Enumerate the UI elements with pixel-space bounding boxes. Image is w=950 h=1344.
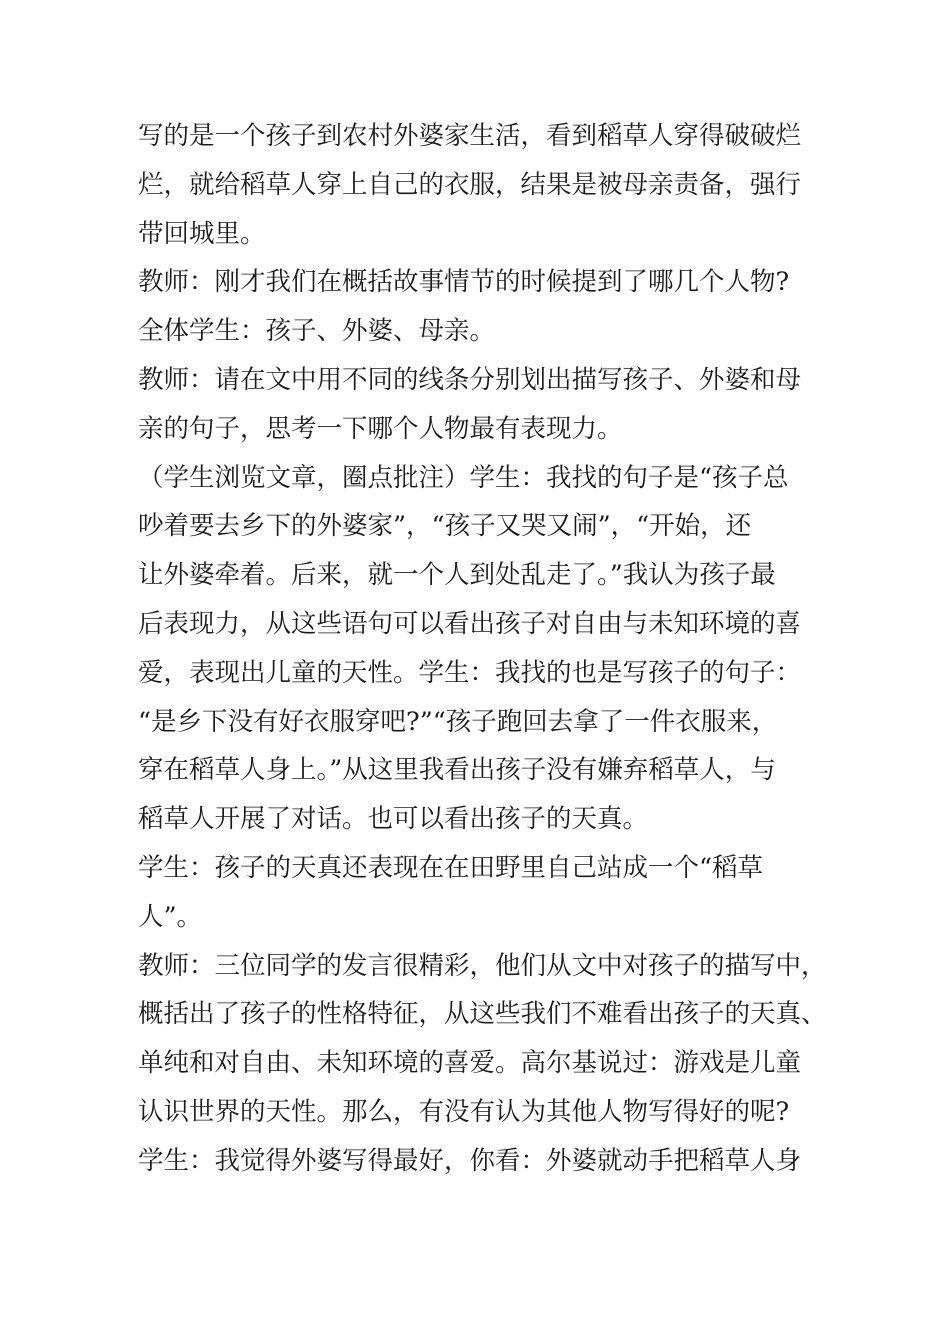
- text-line: 概括出了孩子的性格特征，从这些我们不难看出孩子的天真、: [138, 999, 827, 1030]
- text-line: （学生浏览文章，圈点批注）学生：我找的句子是“孩子总: [138, 462, 789, 493]
- text-line: 写的是一个孩子到农村外婆家生活，看到稻草人穿得破破烂: [138, 121, 802, 151]
- text-line: 烂，就给稻草人穿上自己的衣服，结果是被母亲责备，强行: [138, 169, 802, 200]
- text-line: 学生：孩子的天真还表现在在田野里自己站成一个“稻草: [138, 852, 764, 883]
- text-line: 教师：三位同学的发言很精彩，他们从文中对孩子的描写中，: [138, 950, 827, 981]
- text-line: 教师：请在文中用不同的线条分别划出描写孩子、外婆和母: [138, 364, 802, 395]
- text-line: 认识世界的天性。那么，有没有认为其他人物写得好的呢?: [138, 1096, 790, 1127]
- text-line: 单纯和对自由、未知环境的喜爱。高尔基说过：游戏是儿童: [138, 1048, 802, 1079]
- text-line: 穿在稻草人身上。”从这里我看出孩子没有嫌弃稻草人，与: [138, 755, 776, 786]
- text-line: “是乡下没有好衣服穿吧?”“孩子跑回去拿了一件衣服来，: [138, 706, 778, 737]
- text-line: 全体学生：孩子、外婆、母亲。: [138, 316, 496, 347]
- text-line: 学生：我觉得外婆写得最好，你看：外婆就动手把稻草人身: [138, 1145, 802, 1176]
- body-text: [138, 112, 828, 1186]
- text-line: 爱，表现出儿童的天性。学生：我找的也是写孩子的句子：: [138, 657, 802, 688]
- text-line: 人”。: [138, 901, 203, 932]
- text-line: 教师：刚才我们在概括故事情节的时候提到了哪几个人物?: [138, 267, 790, 298]
- text-line: 吵着要去乡下的外婆家”，“孩子又哭又闹”，“开始，还: [138, 511, 752, 542]
- text-line: 稻草人开展了对话。也可以看出孩子的天真。: [138, 804, 649, 835]
- text-line: 亲的句子，思考一下哪个人物最有表现力。: [138, 413, 623, 444]
- text-line: 后表现力，从这些语句可以看出孩子对自由与未知环境的喜: [138, 608, 802, 639]
- text-line: 带回城里。: [138, 218, 266, 249]
- text-line: 让外婆牵着。后来，就一个人到处乱走了。”我认为孩子最: [138, 560, 776, 591]
